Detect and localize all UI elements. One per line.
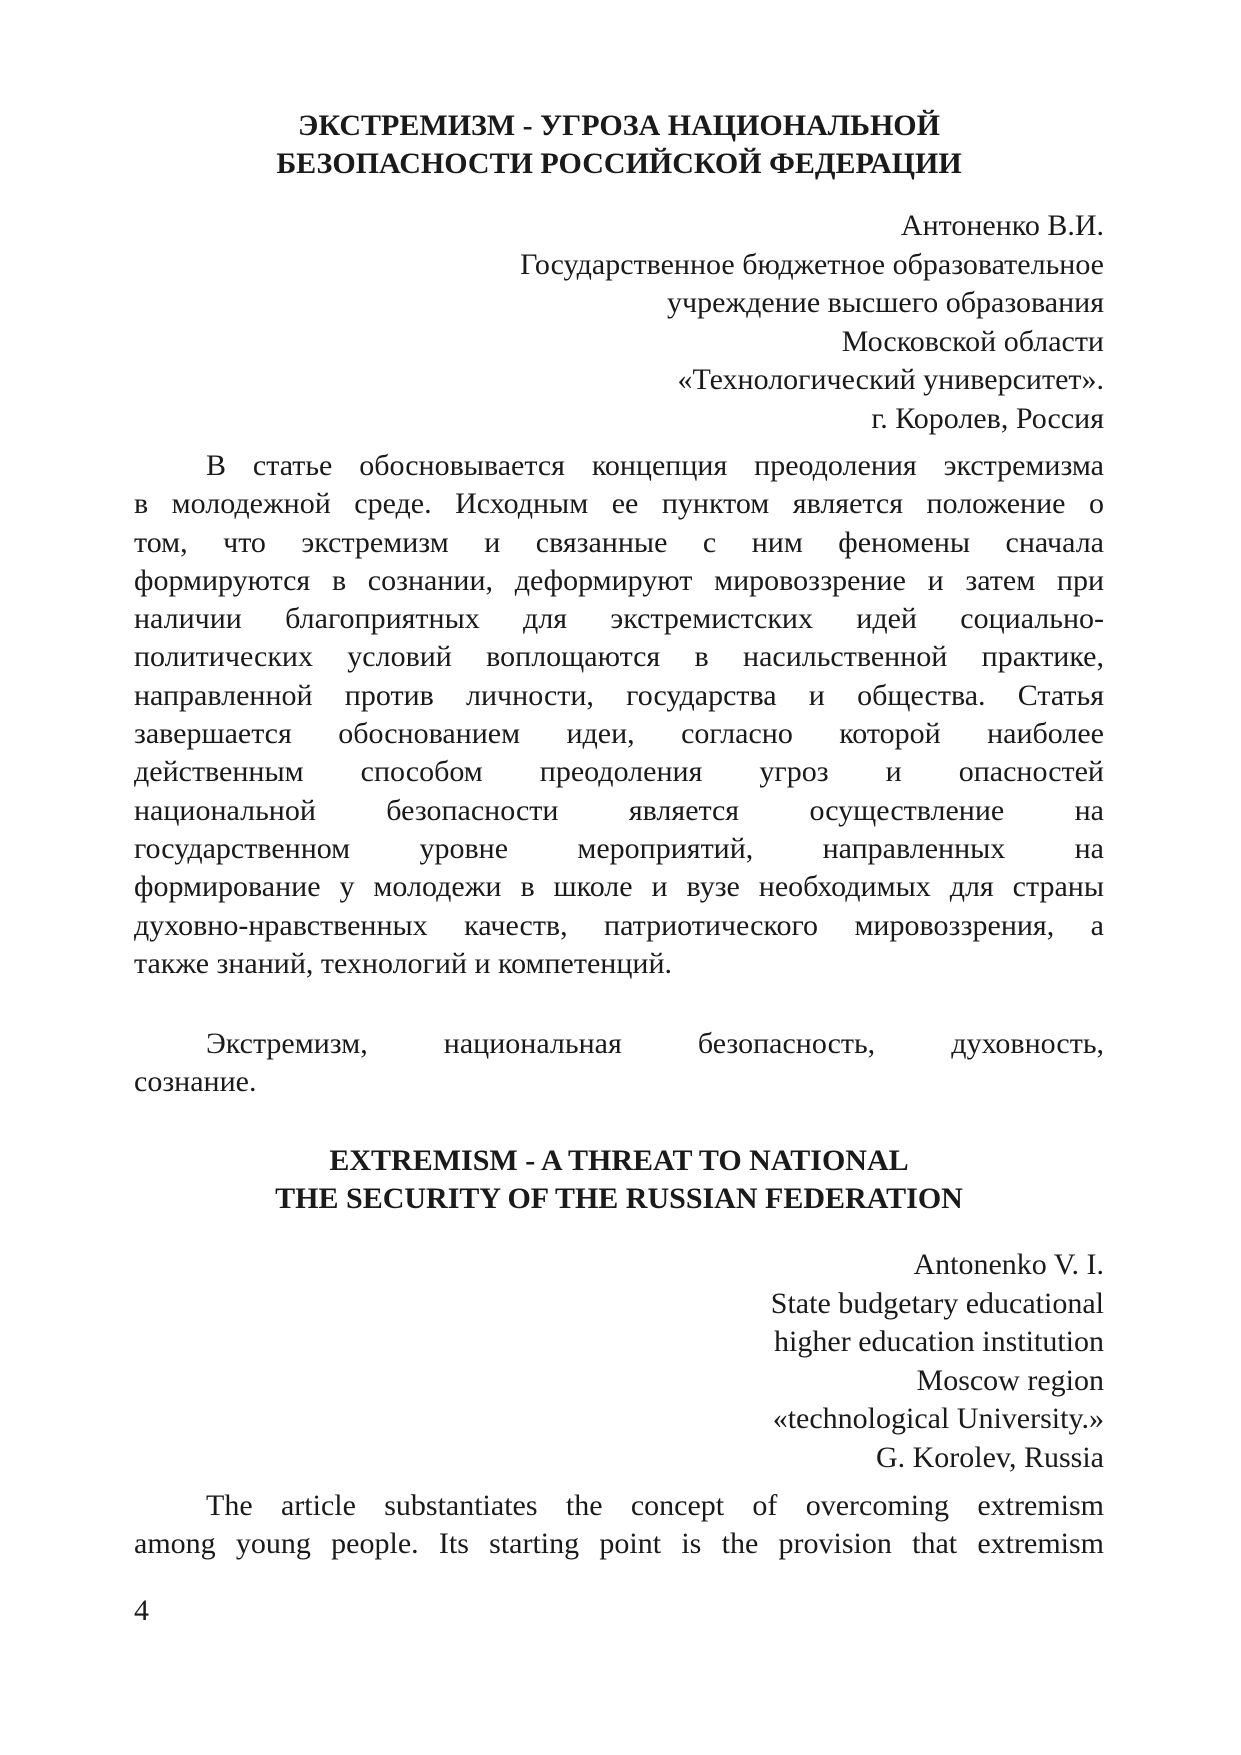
abstract-line: национальной безопасности является осуществление на [134, 793, 1104, 827]
russian-title [134, 107, 1104, 183]
abstract-line: завершается обоснованием идеи, согласно которой наиболее [134, 717, 1104, 751]
english-abstract [134, 1487, 1104, 1564]
abstract-line: The article substantiates the concept of overcoming extremism [206, 1489, 1104, 1522]
affiliation-line: «Технологический университет». [677, 363, 1104, 396]
affiliation-line: «technological University.» [772, 1402, 1104, 1435]
russian-keywords [134, 1025, 1104, 1102]
title-line: ЭКСТРЕМИЗМ - УГРОЗА НАЦИОНАЛЬНОЙ [298, 109, 940, 142]
affiliation-line: Moscow region [916, 1363, 1104, 1397]
abstract-line: направленной против личности, государства и общества. Статья [134, 678, 1104, 712]
affiliation-line: State budgetary educational [770, 1286, 1104, 1320]
abstract-line: также знаний, технологий и компетенций. [134, 946, 673, 980]
english-title [134, 1142, 1104, 1218]
abstract-line: формирование у молодежи в школе и вузе необходимых для страны [134, 870, 1104, 904]
abstract-line: В статье обосновывается концепция преодоления экстремизма [206, 449, 1104, 482]
russian-abstract [134, 447, 1104, 983]
abstract-line: в молодежной среде. Исходным ее пунктом является положение о [134, 487, 1104, 521]
abstract-line: among young people. Its starting point is the provision that extremism [134, 1527, 1104, 1561]
author-name: Antonenko V. I. [913, 1248, 1104, 1281]
english-affiliation [134, 1246, 1104, 1477]
page-number: 4 [134, 1594, 149, 1627]
keywords-line: сознание. [134, 1065, 257, 1099]
title-line: THE SECURITY OF THE RUSSIAN FEDERATION [275, 1182, 963, 1215]
russian-affiliation [134, 207, 1104, 438]
abstract-line: формируются в сознании, деформируют мировоззрение и затем при [134, 563, 1104, 597]
affiliation-line: учреждение высшего образования [667, 286, 1104, 319]
abstract-line: духовно-нравственных качеств, патриотического мировоззрения, а [134, 908, 1104, 942]
affiliation-line: г. Королев, Россия [871, 401, 1104, 435]
author-name: Антоненко В.И. [900, 209, 1104, 242]
affiliation-line: G. Korolev, Russia [875, 1440, 1104, 1474]
title-line: БЕЗОПАСНОСТИ РОССИЙСКОЙ ФЕДЕРАЦИИ [276, 147, 962, 180]
abstract-line: политических условий воплощаются в насильственной практике, [134, 640, 1104, 674]
title-line: EXTREMISM - A THREAT TO NATIONAL [329, 1144, 909, 1177]
keywords-line: Экстремизм, национальная безопасность, духовность, [206, 1027, 1104, 1060]
affiliation-line: Государственное бюджетное образовательное [520, 247, 1104, 281]
abstract-line: наличии благоприятных для экстремистских идей социально- [134, 602, 1104, 636]
abstract-line: государственном уровне мероприятий, направленных на [134, 831, 1104, 865]
affiliation-line: Московской области [841, 324, 1104, 358]
abstract-line: действенным способом преодоления угроз и опасностей [134, 755, 1104, 789]
abstract-line: том, что экстремизм и связанные с ним феномены сначала [134, 525, 1104, 559]
affiliation-line: higher education institution [774, 1325, 1104, 1358]
